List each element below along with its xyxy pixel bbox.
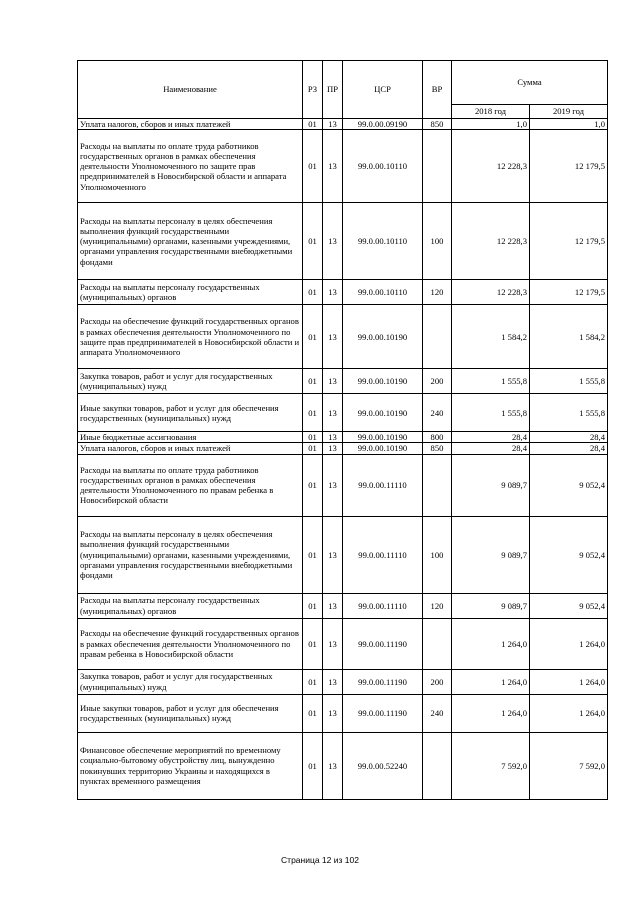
cell-s2: 1 584,2: [530, 305, 608, 369]
cell-vr: [423, 618, 452, 669]
cell-pr: 13: [323, 369, 343, 394]
table-row: [78, 394, 608, 432]
cell-pr: 13: [323, 394, 343, 432]
table-row: [78, 305, 608, 369]
cell-name: Расходы на выплаты по оплате труда работников государственных органов в рамках обеспечения деятельности Уполномоченного по защите прав предпринимателей в Новосибирской области и аппарата Уполномоченного: [78, 130, 303, 203]
cell-s2: 28,4: [530, 432, 608, 443]
cell-s1: 1 264,0: [452, 618, 530, 669]
cell-s2: 1 264,0: [530, 694, 608, 732]
header-sum: Сумма: [452, 61, 608, 105]
cell-name: Расходы на обеспечение функций государственных органов в рамках обеспечения деятельности Уполномоченного по правам ребенка в Новосибирской области: [78, 618, 303, 669]
cell-s1: 1 555,8: [452, 394, 530, 432]
cell-rz: 01: [303, 369, 323, 394]
cell-rz: 01: [303, 432, 323, 443]
table-row: [78, 280, 608, 305]
cell-csr: 99.0.00.11110: [343, 593, 423, 618]
cell-s1: 9 089,7: [452, 593, 530, 618]
cell-vr: [423, 732, 452, 799]
cell-name: Закупка товаров, работ и услуг для государственных (муниципальных) нужд: [78, 669, 303, 694]
cell-s2: 9 052,4: [530, 516, 608, 593]
cell-csr: 99.0.00.10190: [343, 305, 423, 369]
cell-name: Расходы на выплаты персоналу государственных (муниципальных) органов: [78, 593, 303, 618]
cell-vr: 240: [423, 694, 452, 732]
table-row: [78, 618, 608, 669]
cell-name: Закупка товаров, работ и услуг для государственных (муниципальных) нужд: [78, 369, 303, 394]
cell-vr: 100: [423, 203, 452, 280]
cell-s2: 9 052,4: [530, 454, 608, 516]
cell-s2: 1 555,8: [530, 369, 608, 394]
cell-name: Финансовое обеспечение мероприятий по временному социально-бытовому обустройству лиц, вынужденно покинувших территорию Украины и находящихся в пунктах временного размещения: [78, 732, 303, 799]
cell-vr: [423, 305, 452, 369]
header-name: Наименование: [78, 61, 303, 119]
page-number: Страница 12 из 102: [281, 855, 359, 865]
cell-vr: [423, 454, 452, 516]
cell-s2: 12 179,5: [530, 203, 608, 280]
cell-pr: 13: [323, 454, 343, 516]
cell-rz: 01: [303, 203, 323, 280]
cell-s1: 7 592,0: [452, 732, 530, 799]
header-year-2019: 2019 год: [530, 105, 608, 119]
cell-rz: 01: [303, 443, 323, 454]
cell-s2: 1 555,8: [530, 394, 608, 432]
cell-s2: 9 052,4: [530, 593, 608, 618]
cell-csr: 99.0.00.09190: [343, 119, 423, 130]
header-year-2018: 2018 год: [452, 105, 530, 119]
table-row: [78, 593, 608, 618]
cell-rz: 01: [303, 305, 323, 369]
table-row: [78, 694, 608, 732]
cell-s2: 1,0: [530, 119, 608, 130]
table-row: [78, 443, 608, 454]
cell-s2: 1 264,0: [530, 618, 608, 669]
cell-s1: 28,4: [452, 432, 530, 443]
cell-pr: 13: [323, 669, 343, 694]
table-row: [78, 369, 608, 394]
cell-csr: 99.0.00.11190: [343, 618, 423, 669]
cell-name: Расходы на выплаты персоналу в целях обеспечения выполнения функций государственными (муниципальными) органами, казенными учреждениями, органами управления государственными внебюджетными фондами: [78, 203, 303, 280]
cell-csr: 99.0.00.10110: [343, 280, 423, 305]
cell-s1: 12 228,3: [452, 280, 530, 305]
cell-pr: 13: [323, 732, 343, 799]
cell-vr: [423, 130, 452, 203]
cell-rz: 01: [303, 516, 323, 593]
table-row: [78, 454, 608, 516]
cell-pr: 13: [323, 694, 343, 732]
cell-vr: 850: [423, 119, 452, 130]
cell-rz: 01: [303, 732, 323, 799]
cell-vr: 850: [423, 443, 452, 454]
cell-s2: 12 179,5: [530, 130, 608, 203]
cell-pr: 13: [323, 203, 343, 280]
header-vr: ВР: [423, 61, 452, 119]
cell-vr: 800: [423, 432, 452, 443]
table-row: [78, 516, 608, 593]
cell-s1: 28,4: [452, 443, 530, 454]
cell-name: Иные закупки товаров, работ и услуг для обеспечения государственных (муниципальных) нужд: [78, 694, 303, 732]
cell-s1: 9 089,7: [452, 516, 530, 593]
cell-vr: 200: [423, 369, 452, 394]
cell-vr: 120: [423, 593, 452, 618]
cell-pr: 13: [323, 516, 343, 593]
cell-s1: 12 228,3: [452, 130, 530, 203]
cell-name: Иные бюджетные ассигнования: [78, 432, 303, 443]
cell-s2: 12 179,5: [530, 280, 608, 305]
cell-name: Расходы на выплаты персоналу в целях обеспечения выполнения функций государственными (муниципальными) органами, казенными учреждениями, органами управления государственными внебюджетными фондами: [78, 516, 303, 593]
cell-rz: 01: [303, 130, 323, 203]
cell-csr: 99.0.00.10110: [343, 130, 423, 203]
cell-vr: 200: [423, 669, 452, 694]
cell-csr: 99.0.00.11190: [343, 669, 423, 694]
cell-csr: 99.0.00.52240: [343, 732, 423, 799]
cell-vr: 100: [423, 516, 452, 593]
table-body: [78, 119, 608, 800]
cell-name: Иные закупки товаров, работ и услуг для обеспечения государственных (муниципальных) нужд: [78, 394, 303, 432]
table-row: [78, 119, 608, 130]
table-row: [78, 432, 608, 443]
cell-s1: 1 555,8: [452, 369, 530, 394]
cell-rz: 01: [303, 593, 323, 618]
cell-rz: 01: [303, 394, 323, 432]
cell-s2: 7 592,0: [530, 732, 608, 799]
table-row: [78, 203, 608, 280]
cell-s2: 1 264,0: [530, 669, 608, 694]
cell-vr: 240: [423, 394, 452, 432]
cell-csr: 99.0.00.11110: [343, 516, 423, 593]
header-csr: ЦСР: [343, 61, 423, 119]
cell-name: Расходы на выплаты персоналу государственных (муниципальных) органов: [78, 280, 303, 305]
cell-pr: 13: [323, 443, 343, 454]
cell-csr: 99.0.00.10110: [343, 203, 423, 280]
table-row: [78, 669, 608, 694]
cell-name: Расходы на выплаты по оплате труда работников государственных органов в рамках обеспечения деятельности Уполномоченного по правам ребенка в Новосибирской области: [78, 454, 303, 516]
cell-pr: 13: [323, 130, 343, 203]
cell-csr: 99.0.00.11190: [343, 694, 423, 732]
cell-vr: 120: [423, 280, 452, 305]
table-row: [78, 732, 608, 799]
cell-rz: 01: [303, 119, 323, 130]
cell-name: Уплата налогов, сборов и иных платежей: [78, 119, 303, 130]
cell-s1: 9 089,7: [452, 454, 530, 516]
cell-s1: 12 228,3: [452, 203, 530, 280]
cell-pr: 13: [323, 305, 343, 369]
cell-csr: 99.0.00.11110: [343, 454, 423, 516]
cell-name: Уплата налогов, сборов и иных платежей: [78, 443, 303, 454]
cell-name: Расходы на обеспечение функций государственных органов в рамках обеспечения деятельности Уполномоченного по защите прав предпринимателей в Новосибирской области и аппарата Уполномоченного: [78, 305, 303, 369]
header-pr: ПР: [323, 61, 343, 119]
cell-rz: 01: [303, 280, 323, 305]
table-row: [78, 130, 608, 203]
cell-rz: 01: [303, 618, 323, 669]
cell-rz: 01: [303, 454, 323, 516]
cell-csr: 99.0.00.10190: [343, 432, 423, 443]
cell-pr: 13: [323, 618, 343, 669]
cell-s1: 1 584,2: [452, 305, 530, 369]
cell-s2: 28,4: [530, 443, 608, 454]
cell-rz: 01: [303, 669, 323, 694]
cell-s1: 1 264,0: [452, 669, 530, 694]
header-rz: РЗ: [303, 61, 323, 119]
cell-pr: 13: [323, 432, 343, 443]
budget-table: [77, 60, 608, 800]
cell-pr: 13: [323, 593, 343, 618]
cell-pr: 13: [323, 119, 343, 130]
cell-csr: 99.0.00.10190: [343, 443, 423, 454]
cell-s1: 1 264,0: [452, 694, 530, 732]
cell-s1: 1,0: [452, 119, 530, 130]
cell-rz: 01: [303, 694, 323, 732]
cell-csr: 99.0.00.10190: [343, 394, 423, 432]
cell-csr: 99.0.00.10190: [343, 369, 423, 394]
cell-pr: 13: [323, 280, 343, 305]
